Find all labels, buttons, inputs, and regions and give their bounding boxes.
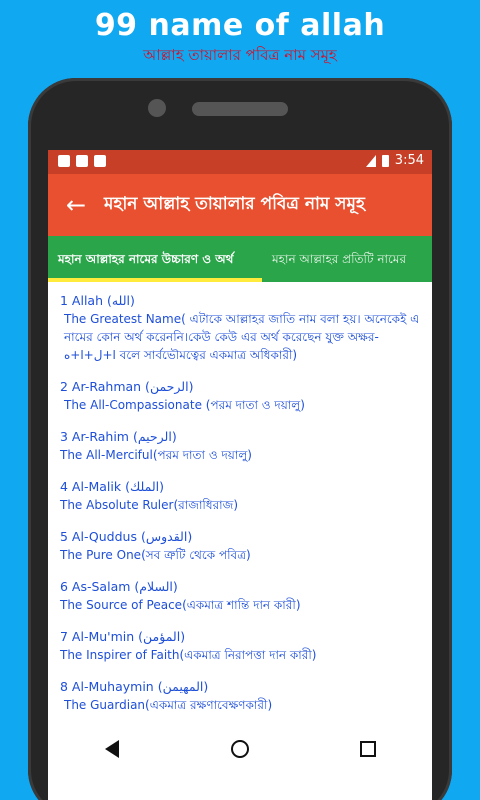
status-bar xyxy=(48,150,432,174)
name-title: 4 Al-Malik (الملك) xyxy=(60,479,165,494)
tab-bar xyxy=(48,236,432,282)
promo-subtitle: আল্লাহ তায়ালার পবিত্র নাম সমূহ xyxy=(143,46,337,64)
name-meaning: The Source of Peace(একমাত্র শান্তি দান কারী) xyxy=(60,598,301,612)
name-title: 1 Allah (الله) xyxy=(60,293,135,308)
notification-icon xyxy=(76,155,88,167)
back-triangle-icon xyxy=(105,740,119,758)
nav-back-button[interactable] xyxy=(92,729,132,769)
name-title: 7 Al-Mu'min (المؤمن) xyxy=(60,629,186,644)
name-meaning: The Absolute Ruler(রাজাধিরাজ) xyxy=(60,498,239,512)
list-item[interactable] xyxy=(60,528,424,564)
name-meaning: The Guardian(একমাত্র রক্ষণাবেক্ষণকারী) xyxy=(64,698,273,712)
list-item[interactable] xyxy=(60,628,424,664)
status-time: 3:54 xyxy=(394,153,424,168)
name-meaning: The Greatest Name( এটাকে আল্লাহর জাতি নাম বলা হয়। অনেকেই এ নামের কোন অর্থ করেননি।কেউ কেউ এর অর্থ করেছেন যুক্ত অক্ষর-ا+ل+ا+ه বলে সার্বভৌমত্বের একমাত্র অধিকারী) xyxy=(64,312,420,362)
earpiece-speaker xyxy=(192,102,288,116)
promo-title: 99 name of allah xyxy=(94,8,386,43)
signal-icon xyxy=(366,155,376,167)
sd-card-icon xyxy=(94,155,106,167)
name-meaning: The Pure One(সব ত্রুটি থেকে পবিত্র) xyxy=(60,548,251,562)
name-title: 8 Al-Muhaymin (المهيمن) xyxy=(60,679,209,694)
list-item[interactable] xyxy=(60,292,424,364)
battery-icon xyxy=(382,155,389,167)
name-meaning: The All-Compassionate (পরম দাতা ও দয়ালু) xyxy=(64,398,305,412)
list-item[interactable] xyxy=(60,678,424,714)
recents-square-icon xyxy=(360,741,376,757)
front-camera xyxy=(148,99,166,117)
name-title: 2 Ar-Rahman (الرحمن) xyxy=(60,379,194,394)
tab-pronunciation-meaning[interactable]: মহান আল্লাহর নামের উচ্চারণ ও অর্থ xyxy=(48,236,262,282)
app-bar-title: মহান আল্লাহ তায়ালার পবিত্র নাম সমূহ xyxy=(104,194,365,214)
app-screen xyxy=(48,150,432,800)
system-nav-bar xyxy=(48,718,432,780)
tab-each-name[interactable]: মহান আল্লাহর প্রতিটি নামের xyxy=(272,252,407,266)
home-circle-icon xyxy=(231,740,249,758)
nav-home-button[interactable] xyxy=(220,729,260,769)
app-bar xyxy=(48,174,432,236)
phone-frame xyxy=(28,78,452,800)
name-meaning: The Inspirer of Faith(একমাত্র নিরাপত্তা দান কারী) xyxy=(60,648,317,662)
name-title: 6 As-Salam (السلام) xyxy=(60,579,178,594)
list-item[interactable] xyxy=(60,428,424,464)
list-item[interactable] xyxy=(60,378,424,414)
name-title: 5 Al-Quddus (القدوس) xyxy=(60,529,193,544)
back-arrow-icon[interactable]: ← xyxy=(65,191,87,219)
notification-icon xyxy=(58,155,70,167)
list-item[interactable] xyxy=(60,578,424,614)
name-meaning: The All-Merciful(পরম দাতা ও দয়ালু) xyxy=(60,448,252,462)
list-item[interactable] xyxy=(60,478,424,514)
nav-recents-button[interactable] xyxy=(348,729,388,769)
name-title: 3 Ar-Rahim (الرحيم) xyxy=(60,429,177,444)
